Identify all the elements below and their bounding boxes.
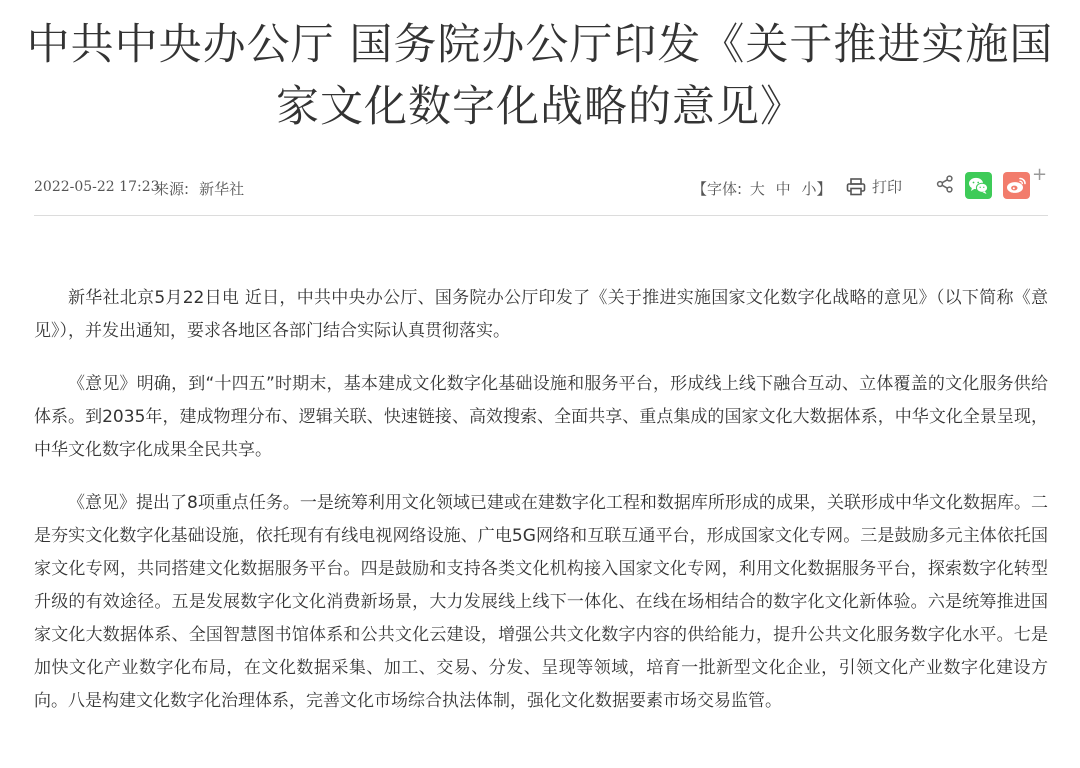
publish-date: 2022-05-22 17:23 <box>34 179 160 195</box>
font-size-medium-button[interactable]: 中 <box>775 180 791 198</box>
article-body <box>34 282 1048 738</box>
article-meta-bar <box>34 164 1048 204</box>
print-button[interactable] <box>846 176 902 197</box>
paragraph: 《意见》明确，到“十四五”时期末，基本建成文化数字化基础设施和服务平台，形成线上线下融合互动、立体覆盖的文化服务供给体系。到2035年，建成物理分布、逻辑关联、快速链接、高效搜索、全面共享、重点集成的国家文化大数据体系，中华文化全景呈现，中华文化数字化成果全民共享。 <box>34 374 1048 460</box>
font-size-large-button[interactable]: 大 <box>749 180 765 198</box>
printer-icon <box>846 178 866 196</box>
share-icon[interactable] <box>936 175 954 197</box>
source-name: 新华社 <box>199 180 245 198</box>
article-source <box>154 178 244 199</box>
print-label: 打印 <box>872 178 903 196</box>
font-size-small-button[interactable]: 小】 <box>801 180 832 198</box>
font-size-switcher <box>692 178 834 199</box>
header-divider <box>34 215 1048 216</box>
weibo-icon[interactable] <box>1003 172 1030 199</box>
paragraph: 新华社北京5月22日电 近日，中共中央办公厅、国务院办公厅印发了《关于推进实施国家文化数字化战略的意见》（以下简称《意见》），并发出通知，要求各地区各部门结合实际认真贯彻落实。 <box>34 288 1048 341</box>
font-size-label: 【字体: <box>692 180 743 198</box>
paragraph: 《意见》提出了8项重点任务。一是统筹利用文化领域已建或在建数字化工程和数据库所形成的成果，关联形成中华文化数据库。二是夯实文化数字化基础设施，依托现有有线电视网络设施、广电5G网络和互联互通平台，形成国家文化专网。三是鼓励多元主体依托国家文化专网，共同搭建文化数据服务平台。四是鼓励和支持各类文化机构接入国家文化专网，利用文化数据服务平台，探索数字化转型升级的有效途径。五是发展数字化文化消费新场景，大力发展线上线下一体化、在线在场相结合的数字化文化新体验。六是统筹推进国家文化大数据体系、全国智慧图书馆体系和公共文化云建设，增强公共文化数字内容的供给能力，提升公共文化服务数字化水平。七是加快文化产业数字化布局，在文化数据采集、加工、交易、分发、呈现等领域，培育一批新型文化企业，引领文化产业数字化建设方向。八是构建文化数字化治理体系，完善文化市场综合执法体制，强化文化数据要素市场交易监管。 <box>34 493 1048 711</box>
wechat-icon[interactable] <box>965 172 992 199</box>
plus-icon[interactable]: + <box>1032 164 1048 185</box>
source-label: 来源: <box>154 180 190 198</box>
article-title: 中共中央办公厅 国务院办公厅印发《关于推进实施国家文化数字化战略的意见》 <box>26 20 1054 132</box>
